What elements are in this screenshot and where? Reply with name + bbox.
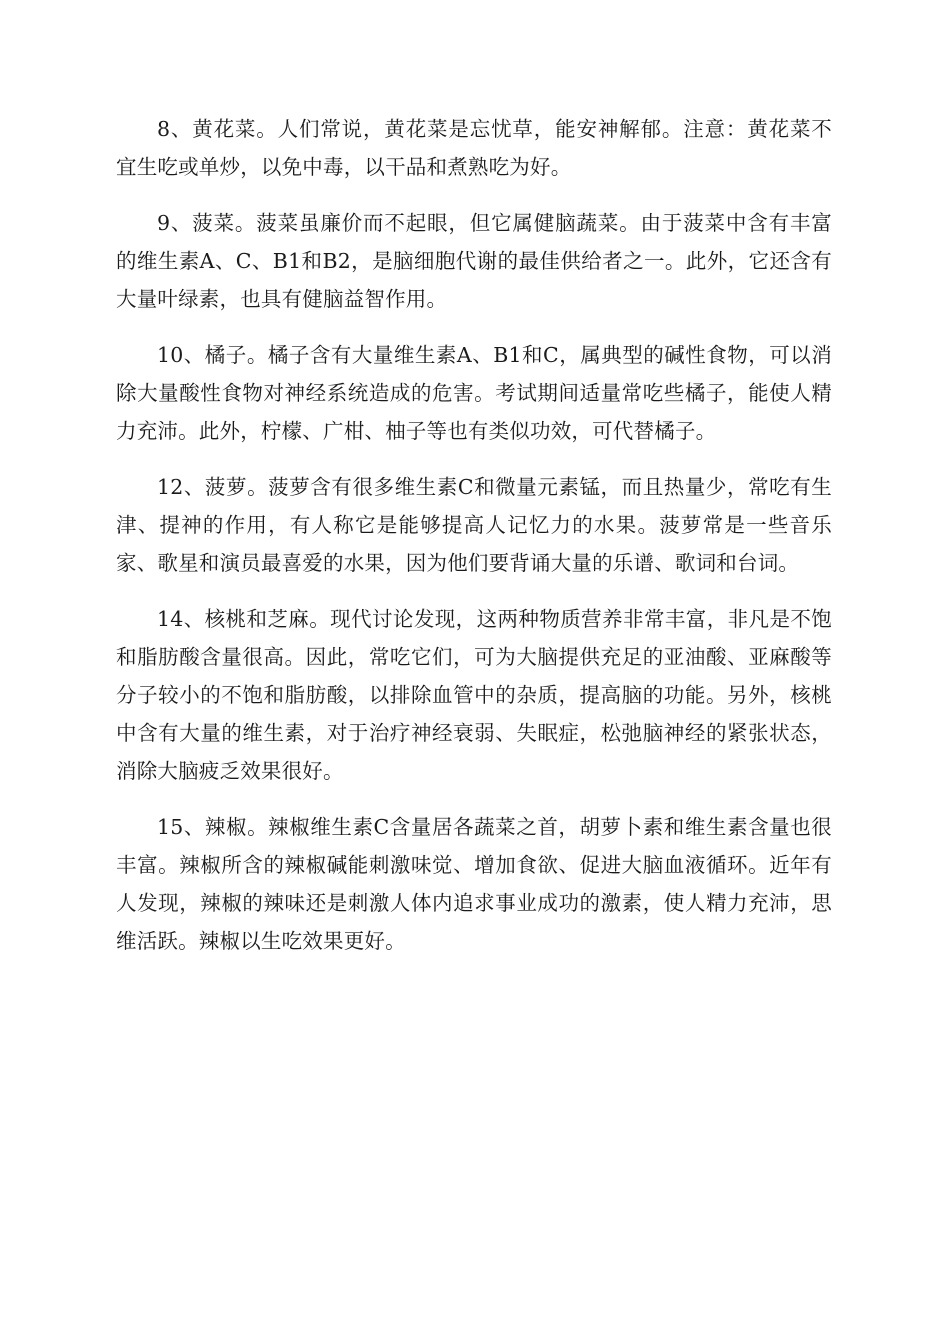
paragraph-hetao-zhima: 14、核桃和芝麻。现代讨论发现，这两种物质营养非常丰富，非凡是不饱和脂肪酸含量很高。因此，常吃它们，可为大脑提供充足的亚油酸、亚麻酸等分子较小的不饱和脂肪酸，以排除血管中的杂质，提高脑的功能。另外，核桃中含有大量的维生素，对于治疗神经衰弱、失眠症，松弛脑神经的紧张状态，消除大脑疲乏效果很好。 [116, 607, 832, 783]
paragraph-boluo: 12、菠萝。菠萝含有很多维生素C和微量元素锰，而且热量少，常吃有生津、提神的作用，有人称它是能够提高人记忆力的水果。菠萝常是一些音乐家、歌星和演员最喜爱的水果，因为他们要背诵大量的乐谱、歌词和台词。 [116, 475, 832, 575]
paragraph-juzi: 10、橘子。橘子含有大量维生素A、B1和C，属典型的碱性食物，可以消除大量酸性食物对神经系统造成的危害。考试期间适量常吃些橘子，能使人精力充沛。此外，柠檬、广柑、柚子等也有类似功效，可代替橘子。 [116, 343, 832, 443]
paragraph-lajiao: 15、辣椒。辣椒维生素C含量居各蔬菜之首，胡萝卜素和维生素含量也很丰富。辣椒所含的辣椒碱能刺激味觉、增加食欲、促进大脑血液循环。近年有人发现，辣椒的辣味还是刺激人体内追求事业成功的激素，使人精力充沛，思维活跃。辣椒以生吃效果更好。 [116, 815, 832, 953]
paragraph-huanghuacai: 8、黄花菜。人们常说，黄花菜是忘忧草，能安神解郁。注意：黄花菜不宜生吃或单炒，以免中毒，以干品和煮熟吃为好。 [116, 117, 832, 179]
paragraph-bocai: 9、菠菜。菠菜虽廉价而不起眼，但它属健脑蔬菜。由于菠菜中含有丰富的维生素A、C、B1和B2，是脑细胞代谢的最佳供给者之一。此外，它还含有大量叶绿素，也具有健脑益智作用。 [116, 211, 832, 311]
document-body [116, 110, 832, 978]
